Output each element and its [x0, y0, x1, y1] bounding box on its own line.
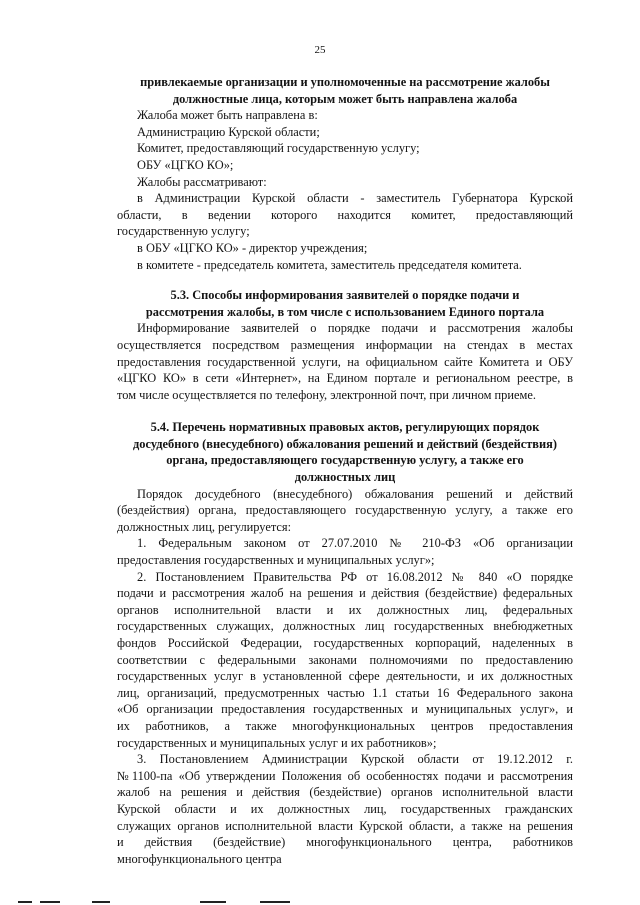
paragraph-line: осуществляется посредством размещения информации на стендах в местах	[117, 337, 573, 352]
list-item-line: государственных услуг в установленной сфере деятельности, и их должностных	[117, 669, 573, 684]
section-heading-line: рассмотрения жалобы, в том числе с использованием Единого портала	[145, 304, 545, 319]
list-item-line: жалоб на решения и действия (бездействие) органов исполнительной власти	[117, 785, 573, 800]
paragraph-line: государственную услугу;	[117, 224, 250, 239]
list-item-line: 2. Постановлением Правительства РФ от 16.08.2012 № 840 «О порядке	[137, 569, 573, 584]
section-heading-line: 5.3. Способы информирования заявителей о порядке подачи и	[170, 288, 520, 303]
scan-edge-marks	[0, 897, 640, 905]
list-item-line: государственных служащих, должностных лиц государственных внебюджетных	[117, 619, 573, 634]
section-heading-line: досудебного (внесудебного) обжалования решений и действий (бездействия)	[133, 436, 557, 451]
section-5-2	[117, 74, 573, 273]
paragraph-line: Порядок досудебного (внесудебного) обжалования решений и действий	[137, 486, 573, 501]
list-item-line: Курской области и их должностных лиц, государственных гражданских	[117, 801, 573, 816]
list-item-line: предоставления государственных и муниципальных услуг»;	[117, 553, 435, 568]
list-item-line: государственных и муниципальных услуг и их работников»;	[117, 735, 437, 750]
paragraph-line: том числе осуществляется по телефону, электронной почт, при личном приеме.	[117, 387, 536, 402]
paragraph: Администрацию Курской области;	[137, 124, 320, 139]
section-5-3	[117, 287, 573, 403]
list-item-line: подачи и рассмотрения жалоб на решения и действия (бездействие) федеральных	[117, 586, 573, 601]
list-item-line: «Об организации предоставления государственных и муниципальных услуг», и	[117, 702, 573, 717]
paragraph-line: предоставления государственной услуги, на официальном сайте Комитета и ОБУ	[117, 354, 573, 369]
section-heading-line: привлекаемые организации и уполномоченные на рассмотрение жалобы	[140, 75, 550, 89]
section-heading-line: должностные лица, которым может быть направлена жалоба	[172, 91, 518, 106]
list-item-line: и действия (бездействие) многофункционального центра, работников	[117, 835, 573, 850]
list-item-line: многофункционального центра	[117, 851, 282, 866]
list-item-line: 1. Федеральным законом от 27.07.2010 № 210-ФЗ «Об организации	[137, 536, 573, 551]
list-item-line: соответствии с федеральными законами полномочиями по предоставлению	[117, 652, 573, 667]
paragraph: в ОБУ «ЦГКО КО» - директор учреждения;	[137, 240, 368, 255]
paragraph: Жалобы рассматривают:	[137, 174, 267, 189]
paragraph: в комитете - председатель комитета, заместитель председателя комитета.	[137, 257, 522, 272]
paragraph-line: (бездействия) органа, предоставляющего государственную услугу, а также его	[117, 503, 573, 518]
list-item-line: органов исполнительной власти и их должностных лиц, федеральных	[117, 602, 573, 617]
paragraph-line: в Администрации Курской области - заместитель Губернатора Курской	[137, 191, 573, 206]
section-heading-line: должностных лиц	[294, 470, 396, 485]
paragraph-line: области, в ведении которого находится комитет, предоставляющий	[117, 207, 573, 222]
list-item-line: фондов Российской Федерации, государственных корпораций, наделенных в	[117, 636, 573, 650]
list-item-line: 3. Постановлением Администрации Курской области от 19.12.2012 г.	[137, 752, 573, 767]
page-number: 25	[314, 44, 326, 56]
paragraph: Комитет, предоставляющий государственную услугу;	[137, 141, 420, 156]
paragraph: Жалоба может быть направлена в:	[137, 108, 318, 123]
section-5-4	[117, 419, 573, 867]
section-heading-line: 5.4. Перечень нормативных правовых актов, регулирующих порядок	[150, 420, 540, 435]
list-item-line: служащих органов исполнительной власти Курской области, а также на решения	[117, 818, 573, 833]
section-heading-line: органа, предоставляющего государственную услугу, а также его	[166, 453, 524, 468]
list-item-line: их работников, а также многофункциональных центров предоставления	[117, 718, 573, 733]
list-item-line: №1100-па «Об утверждении Положения об особенностях подачи и рассмотрения	[117, 768, 573, 783]
paragraph-line: Информирование заявителей о порядке подачи и рассмотрения жалобы	[137, 321, 573, 336]
paragraph: ОБУ «ЦГКО КО»;	[137, 157, 234, 172]
document-body	[117, 74, 573, 867]
paragraph-line: должностных лиц, регулируется:	[117, 519, 292, 534]
list-item-line: лиц, организаций, предусмотренных частью 1.1 статьи 16 Федерального закона	[117, 685, 573, 700]
paragraph-line: «ЦГКО КО» в сети «Интернет», на Едином портале и региональном реестре, в	[117, 371, 573, 386]
